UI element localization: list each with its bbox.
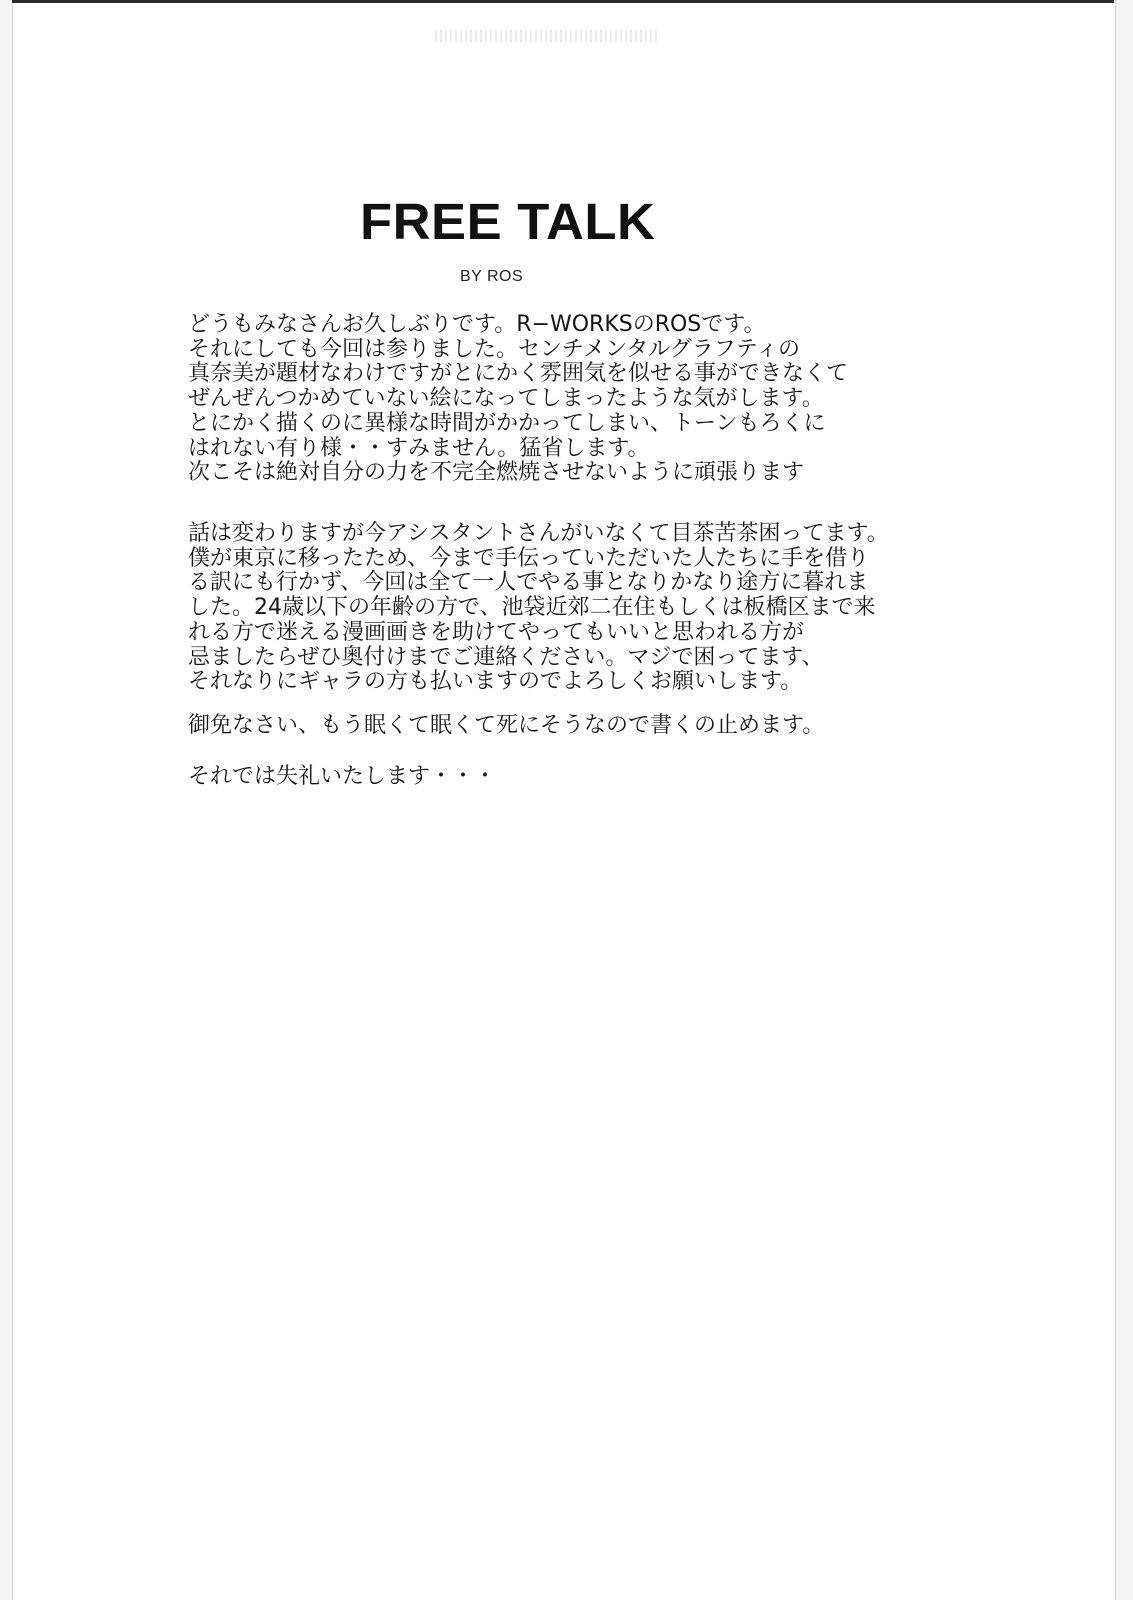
paragraph-2 — [188, 522, 1068, 695]
text-line: それにしても今回は参りました。センチメンタルグラフティの — [188, 336, 801, 362]
text-line: 僕が東京に移ったため、今まで手伝っていただいた人たちに手を借り — [188, 545, 870, 571]
text-line: 御免なさい、もう眠くて眠くて死にそうなので書くの止めます。 — [188, 713, 825, 738]
text-line: る訳にも行かず、今回は全て一人でやる事となりかなり途方に暮れま — [188, 570, 869, 596]
byline: BY ROS — [460, 268, 524, 285]
text-line: それなりにギャラの方も払いますのでよろしくお願いします。 — [188, 669, 803, 695]
scan-artifact — [435, 30, 660, 42]
paragraph-1 — [188, 313, 1068, 486]
text-line: 話は変わりますが今アシスタントさんがいなくて目茶苦茶困ってます。 — [188, 521, 889, 546]
text-line: れる方で迷える漫画画きを助けてやってもいいと思われる方が — [188, 619, 805, 645]
text-line: どうもみなさんお久しぶりです。R−WORKSのROSです。 — [188, 312, 766, 337]
paragraph-3 — [188, 714, 1068, 739]
text-line: した。24歳以下の年齢の方で、池袋近郊二在住もしくは板橋区まで来 — [188, 595, 876, 621]
text-line: 次こそは絶対自分の力を不完全燃焼させないように頑張ります — [188, 460, 805, 486]
page-title: FREE TALK — [360, 193, 656, 250]
text-line: 真奈美が題材なわけですがとにかく雰囲気を似せる事ができなくて — [188, 361, 849, 387]
paragraph-4 — [188, 765, 1068, 790]
text-line: 忌ましたらぜひ奥付けまでご連絡ください。マジで困ってます、 — [188, 644, 824, 670]
text-line: とにかく描くのに異様な時間がかかってしまい、トーンもろくに — [188, 410, 826, 436]
text-line: それでは失礼いたします・・・ — [188, 764, 497, 789]
text-line: はれない有り様・・すみません。猛省します。 — [188, 435, 650, 461]
page-top-edge — [12, 0, 1114, 3]
text-line: ぜんぜんつかめていない絵になってしまったような気がします。 — [188, 386, 824, 412]
